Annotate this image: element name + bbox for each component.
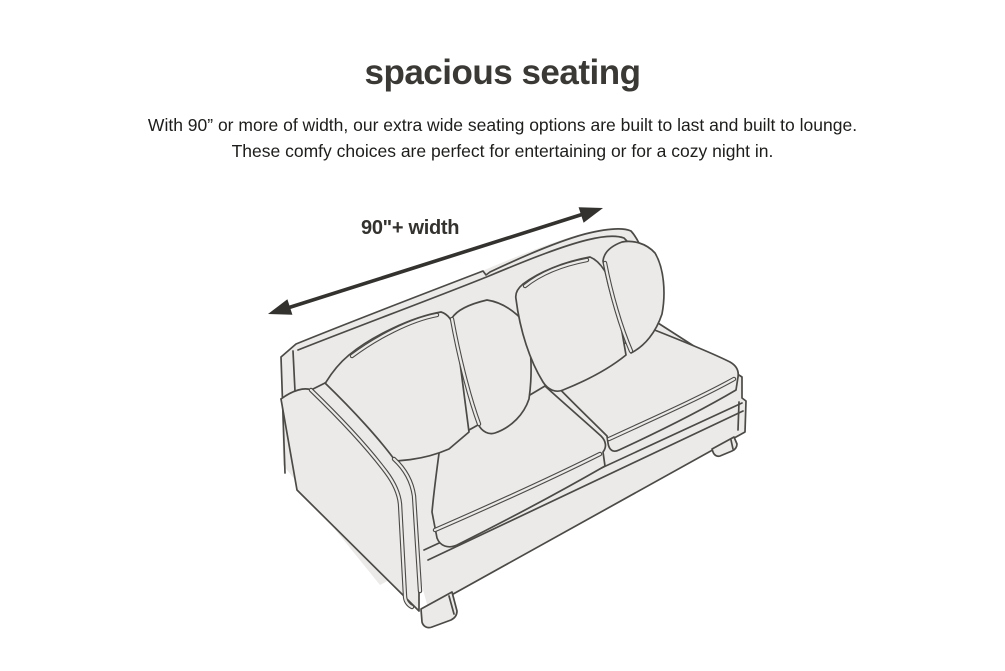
description-line-2: These comfy choices are perfect for entertaining or for a cozy night in. bbox=[231, 141, 774, 161]
description-line-1: With 90” or more of width, our extra wide seating options are built to last and built to lounge. bbox=[147, 115, 858, 135]
arrowhead-right bbox=[579, 207, 603, 223]
arrowhead-left bbox=[268, 299, 292, 315]
width-label: 90"+ width bbox=[361, 217, 460, 239]
page-title: spacious seating bbox=[364, 53, 641, 92]
